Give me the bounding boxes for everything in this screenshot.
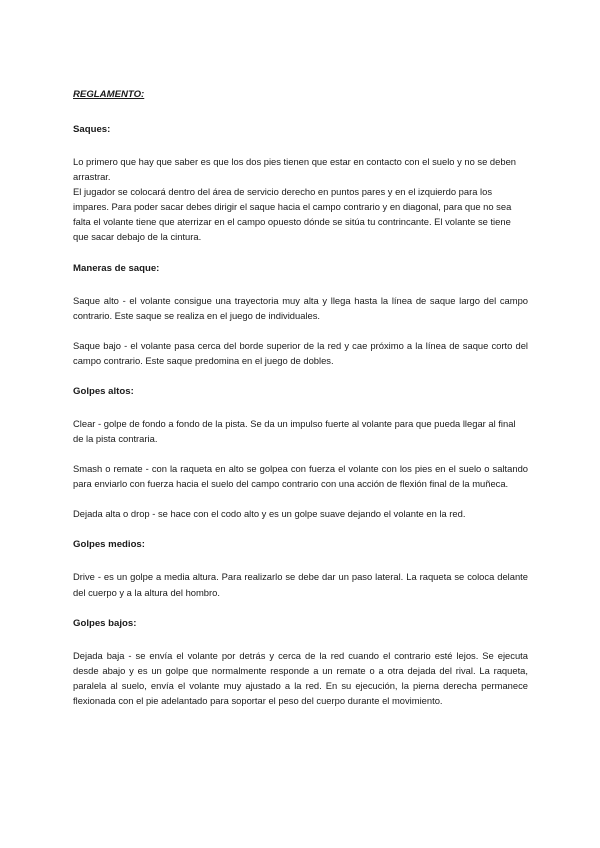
document-title: REGLAMENTO:	[73, 89, 145, 100]
paragraph: Saque bajo - el volante pasa cerca del borde superior de la red y cae próximo a la línea de saque corto del campo contrario. Este saque predomina en el juego de dobles.	[73, 339, 528, 366]
paragraph: Drive - es un golpe a media altura. Para realizarlo se debe dar un paso lateral. La raqueta se coloca delante del cuerpo y a la altura del hombro.	[73, 571, 528, 598]
paragraph: Smash o remate - con la raqueta en alto se golpea con fuerza el volante con los pies en el suelo o saltando para enviarlo con fuerza hacia el suelo del campo contrario con una acción de flexión final de la muñeca.	[73, 463, 528, 490]
section-heading-golpes-bajos: Golpes bajos:	[73, 617, 137, 629]
paragraph: Dejada baja - se envía el volante por detrás y cerca de la red cuando el contrario esté lejos. Se ejecuta desde abajo y es un golpe que normalmente responde a un remate o a otra dejada del rival. La raqueta, paralela al suelo, envía el volante muy ajustado a la red. En su ejecución, la pierna derecha permanece flexionada con el pie adelantado para soportar el peso del cuerpo durante el movimiento.	[73, 649, 528, 706]
paragraph: Saque alto - el volante consigue una trayectoria muy alta y llega hasta la línea de saque largo del campo contrario. Este saque se realiza en el juego de individuales.	[73, 294, 528, 321]
section-heading-maneras-de-saque: Maneras de saque:	[73, 262, 160, 274]
section-heading-golpes-altos: Golpes altos:	[73, 385, 134, 397]
paragraph: Lo primero que hay que saber es que los dos pies tienen que estar en contacto con el suelo y no se deben arrastrar.	[73, 156, 517, 183]
section-heading-saques: Saques:	[73, 124, 111, 135]
section-heading-golpes-medios: Golpes medios:	[73, 539, 145, 551]
section-saques-body	[73, 154, 528, 245]
paragraph: Dejada alta o drop - se hace con el codo alto y es un golpe suave dejando el volante en la red.	[73, 508, 466, 520]
paragraph: El jugador se colocará dentro del área de servicio derecho en puntos pares y en el izquierdo para los impares. Para poder sacar debes dirigir el saque hacia el campo contrario y en diagonal, para que no sea falta el volante tiene que aterrizar en el campo opuesto dónde se sitúa tu contrincante. El volante se tiene que sacar debajo de la cintura.	[73, 186, 512, 243]
paragraph: Clear - golpe de fondo a fondo de la pista. Se da un impulso fuerte al volante para que pueda llegar al final de la pista contraria.	[73, 417, 516, 445]
